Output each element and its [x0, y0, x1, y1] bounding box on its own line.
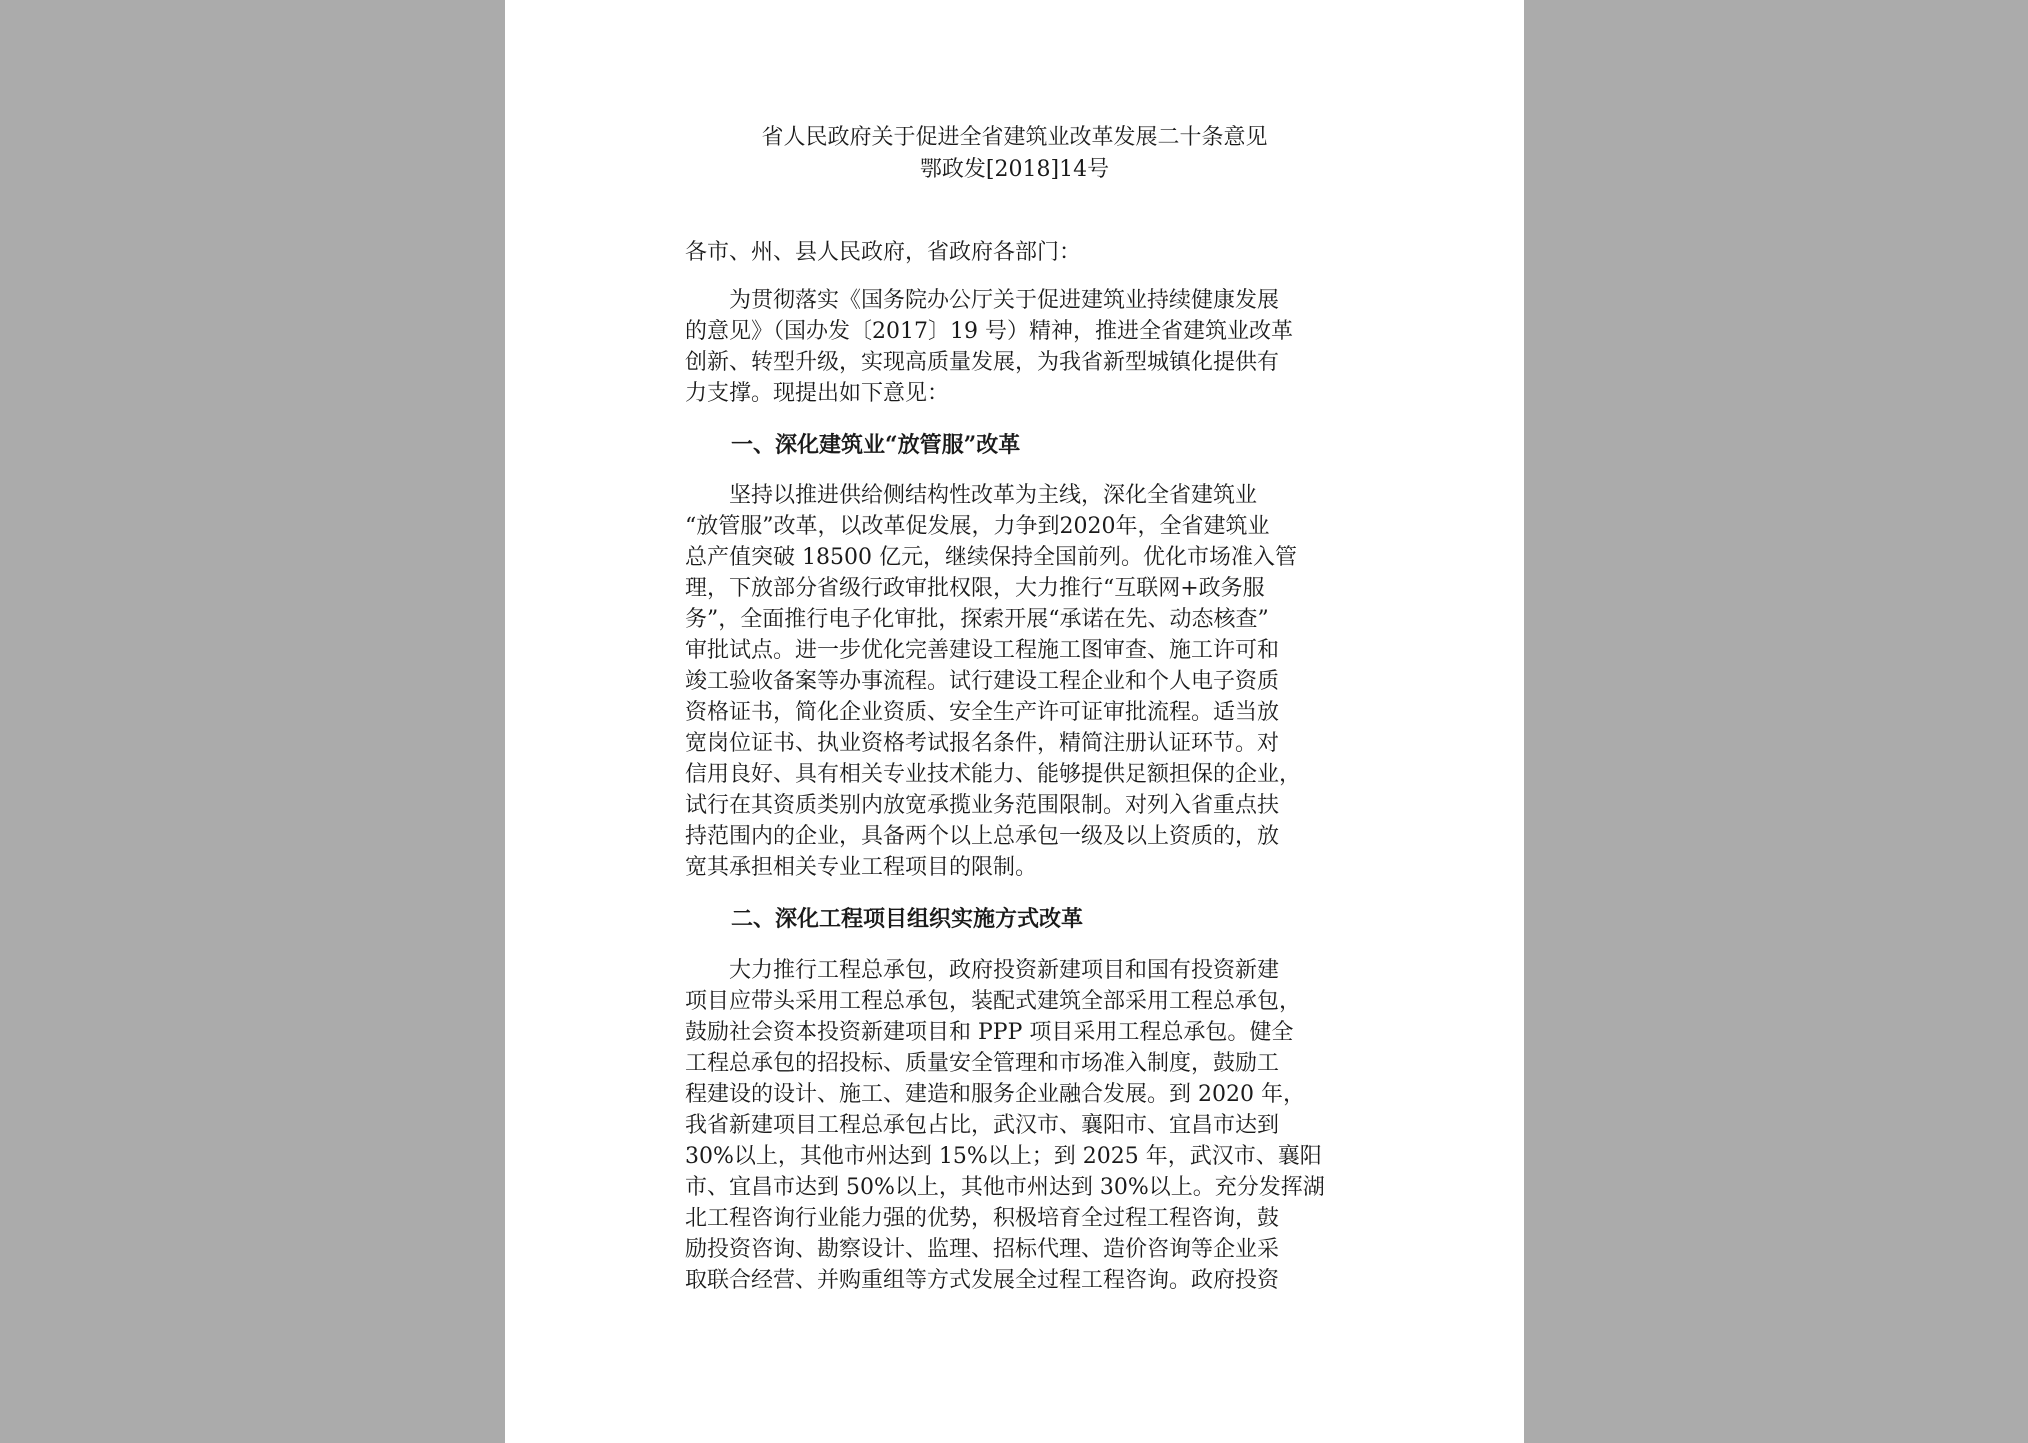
paragraph-line: 项目应带头采用工程总承包，装配式建筑全部采用工程总承包， [685, 989, 1302, 1014]
paragraph-line: 宽其承担相关专业工程项目的限制。 [685, 855, 1038, 880]
section-heading: 一、深化建筑业“放管服”改革 [731, 432, 1021, 458]
paragraph-line: 我省新建项目工程总承包占比，武汉市、襄阳市、宜昌市达到 [685, 1113, 1280, 1138]
document-title: 省人民政府关于促进全省建筑业改革发展二十条意见 [761, 125, 1268, 150]
paragraph-line: 资格证书，简化企业资质、安全生产许可证审批流程。适当放 [685, 700, 1280, 725]
paragraph-line: 励投资咨询、勘察设计、监理、招标代理、造价咨询等企业采 [685, 1237, 1280, 1262]
paragraph-line: 总产值突破 18500 亿元，继续保持全国前列。优化市场准入管 [685, 545, 1297, 570]
section-heading: 二、深化工程项目组织实施方式改革 [731, 906, 1084, 932]
paragraph-line: 30%以上，其他市州达到 15%以上；到 2025 年，武汉市、襄阳 [685, 1144, 1322, 1169]
intro-line: 的意见》（国办发〔2017〕19 号）精神，推进全省建筑业改革 [685, 319, 1293, 344]
intro-line: 为贯彻落实《国务院办公厅关于促进建筑业持续健康发展 [685, 288, 1280, 313]
paragraph-line: 理，下放部分省级行政审批权限，大力推行“互联网+政务服 [685, 576, 1265, 601]
intro-line: 力支撑。现提出如下意见： [685, 381, 950, 406]
paragraph-line: 取联合经营、并购重组等方式发展全过程工程咨询。政府投资 [685, 1268, 1280, 1293]
salutation: 各市、州、县人民政府，省政府各部门： [685, 240, 1082, 265]
paragraph-line: 大力推行工程总承包，政府投资新建项目和国有投资新建 [685, 958, 1280, 983]
paragraph-line: 务”，全面推行电子化审批，探索开展“承诺在先、动态核查” [685, 607, 1269, 632]
document-page [505, 0, 1524, 1443]
paragraph-line: 市、宜昌市达到 50%以上，其他市州达到 30%以上。充分发挥湖 [685, 1175, 1325, 1200]
paragraph-line: 审批试点。进一步优化完善建设工程施工图审查、施工许可和 [685, 638, 1280, 663]
document-number: 鄂政发[2018]14号 [919, 157, 1110, 182]
paragraph-line: 持范围内的企业，具备两个以上总承包一级及以上资质的，放 [685, 824, 1280, 849]
intro-line: 创新、转型升级，实现高质量发展，为我省新型城镇化提供有 [685, 350, 1280, 375]
paragraph-line: 工程总承包的招投标、质量安全管理和市场准入制度，鼓励工 [685, 1051, 1280, 1076]
paragraph-line: 坚持以推进供给侧结构性改革为主线，深化全省建筑业 [685, 483, 1258, 508]
paragraph-line: “放管服”改革，以改革促发展，力争到2020年，全省建筑业 [685, 514, 1270, 539]
paragraph-line: 鼓励社会资本投资新建项目和 PPP 项目采用工程总承包。健全 [685, 1020, 1294, 1045]
paragraph-line: 程建设的设计、施工、建造和服务企业融合发展。到 2020 年， [685, 1082, 1305, 1107]
paragraph-line: 宽岗位证书、执业资格考试报名条件，精简注册认证环节。对 [685, 731, 1280, 756]
paragraph-line: 竣工验收备案等办事流程。试行建设工程企业和个人电子资质 [685, 669, 1280, 694]
paragraph-line: 试行在其资质类别内放宽承揽业务范围限制。对列入省重点扶 [685, 793, 1280, 818]
paragraph-line: 信用良好、具有相关专业技术能力、能够提供足额担保的企业， [685, 762, 1302, 787]
paragraph-line: 北工程咨询行业能力强的优势，积极培育全过程工程咨询，鼓 [685, 1206, 1280, 1231]
